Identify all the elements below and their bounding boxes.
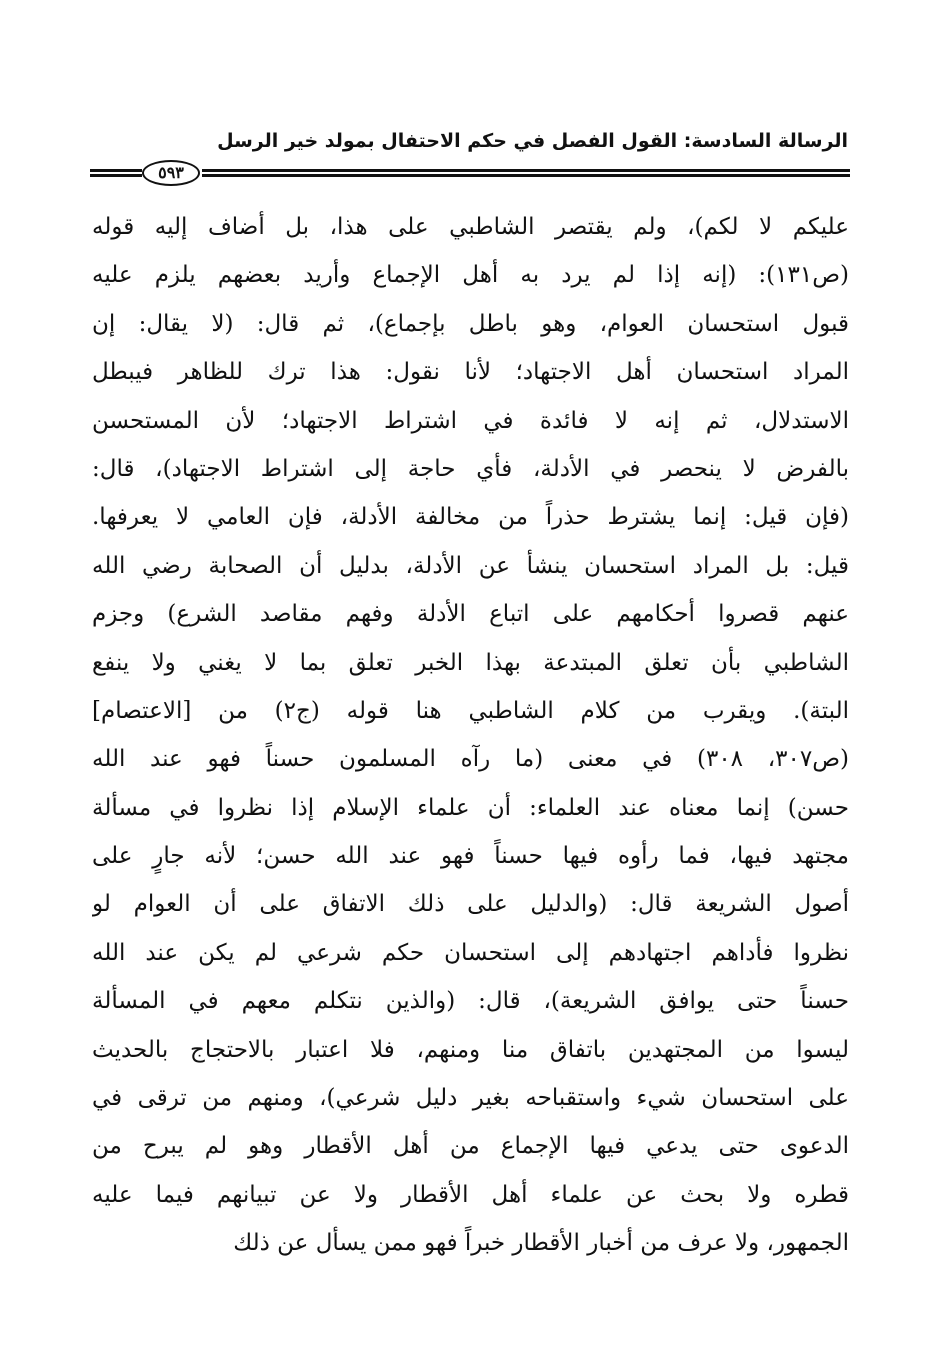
text-line: (ص٣٠٧، ٣٠٨) في معنى (ما رآه المسلمون حسناً فهو عند الله — [92, 746, 849, 773]
text-line: قطره ولا بحث عن علماء أهل الأقطار ولا عن تبيانهم فيما عليه — [92, 1181, 849, 1208]
text-line: البتة). ويقرب من كلام الشاطبي هنا قوله (ج٢) من [الاعتصام] — [92, 697, 849, 724]
page-number: ٥٩٣ — [142, 160, 200, 186]
text-line: الدعوى حتى يدعي فيها الإجماع من أهل الأقطار وهو لم يبرح من — [92, 1133, 849, 1160]
text-line: المراد استحسان أهل الاجتهاد؛ لأنا نقول: هذا ترك للظاهر فيبطل — [92, 359, 849, 386]
text-line: مجتهد فيها، فما رأوه فيها حسناً فهو عند الله حسن؛ لأنه جارٍ على — [92, 843, 849, 870]
text-line: ليسوا من المجتهدين باتفاق منا ومنهم، فلا اعتبار بالاحتجاج بالحديث — [92, 1036, 849, 1063]
running-header-title: الرسالة السادسة: القول الفصل في حكم الاحتفال بمولد خير الرسل — [217, 130, 848, 152]
text-line: قبول استحسان العوام، وهو باطل بإجماع)، ثم قال: (لا يقال: إن — [92, 310, 849, 337]
header-rule — [90, 160, 850, 186]
text-line: على استحسان شيء واستقباحه بغير دليل شرعي)، ومنهم من ترقى في — [92, 1085, 849, 1112]
header-rule-right — [202, 169, 850, 172]
text-line: بالفرض لا ينحصر في الأدلة، فأي حاجة إلى اشتراط الاجتهاد)، قال: — [92, 455, 849, 482]
text-line: الشاطبي بأن تعلق المبتدعة بهذا الخبر تعلق بما لا يغني ولا ينفع — [92, 649, 849, 676]
text-line: حسناً حتى يوافق الشريعة)، قال: (والذين نتكلم معهم في المسألة — [92, 988, 849, 1015]
text-line: أصول الشريعة قال: (والدليل على ذلك الاتفاق على أن العوام لو — [92, 891, 849, 918]
text-line: (فإن قيل: إنما يشترط حذراً من مخالفة الأدلة، فإن العامي لا يعرفها. — [92, 504, 849, 531]
text-line: نظروا فأداهم اجتهادهم إلى استحسان حكم شرعي لم يكن عند الله — [92, 939, 849, 966]
text-line: (ص١٣١): (إنه إذا لم يرد به أهل الإجماع وأريد بعضهم يلزم عليه — [92, 262, 849, 289]
text-line: عنهم قصروا أحكامهم على اتباع الأدلة وفهم مقاصد الشرع) وجزم — [92, 601, 849, 628]
header-rule-left — [90, 169, 142, 172]
text-line: حسن) إنما معناه عند العلماء: أن علماء الإسلام إذا نظروا في مسألة — [92, 794, 849, 821]
body-text — [92, 203, 849, 1268]
text-line: عليكم لا لكم)، ولم يقتصر الشاطبي على هذا، بل أضاف إليه قوله — [92, 214, 849, 240]
text-line: قيل: بل المراد استحسان ينشأ عن الأدلة، بدليل أن الصحابة رضي الله — [92, 552, 849, 579]
text-line: الاستدلال، ثم إنه لا فائدة في اشتراط الاجتهاد؛ لأن المستحسن — [92, 407, 849, 434]
text-line: الجمهور، ولا عرف من أخبار الأقطار خبراً فهو ممن يسأل عن ذلك — [233, 1230, 849, 1257]
